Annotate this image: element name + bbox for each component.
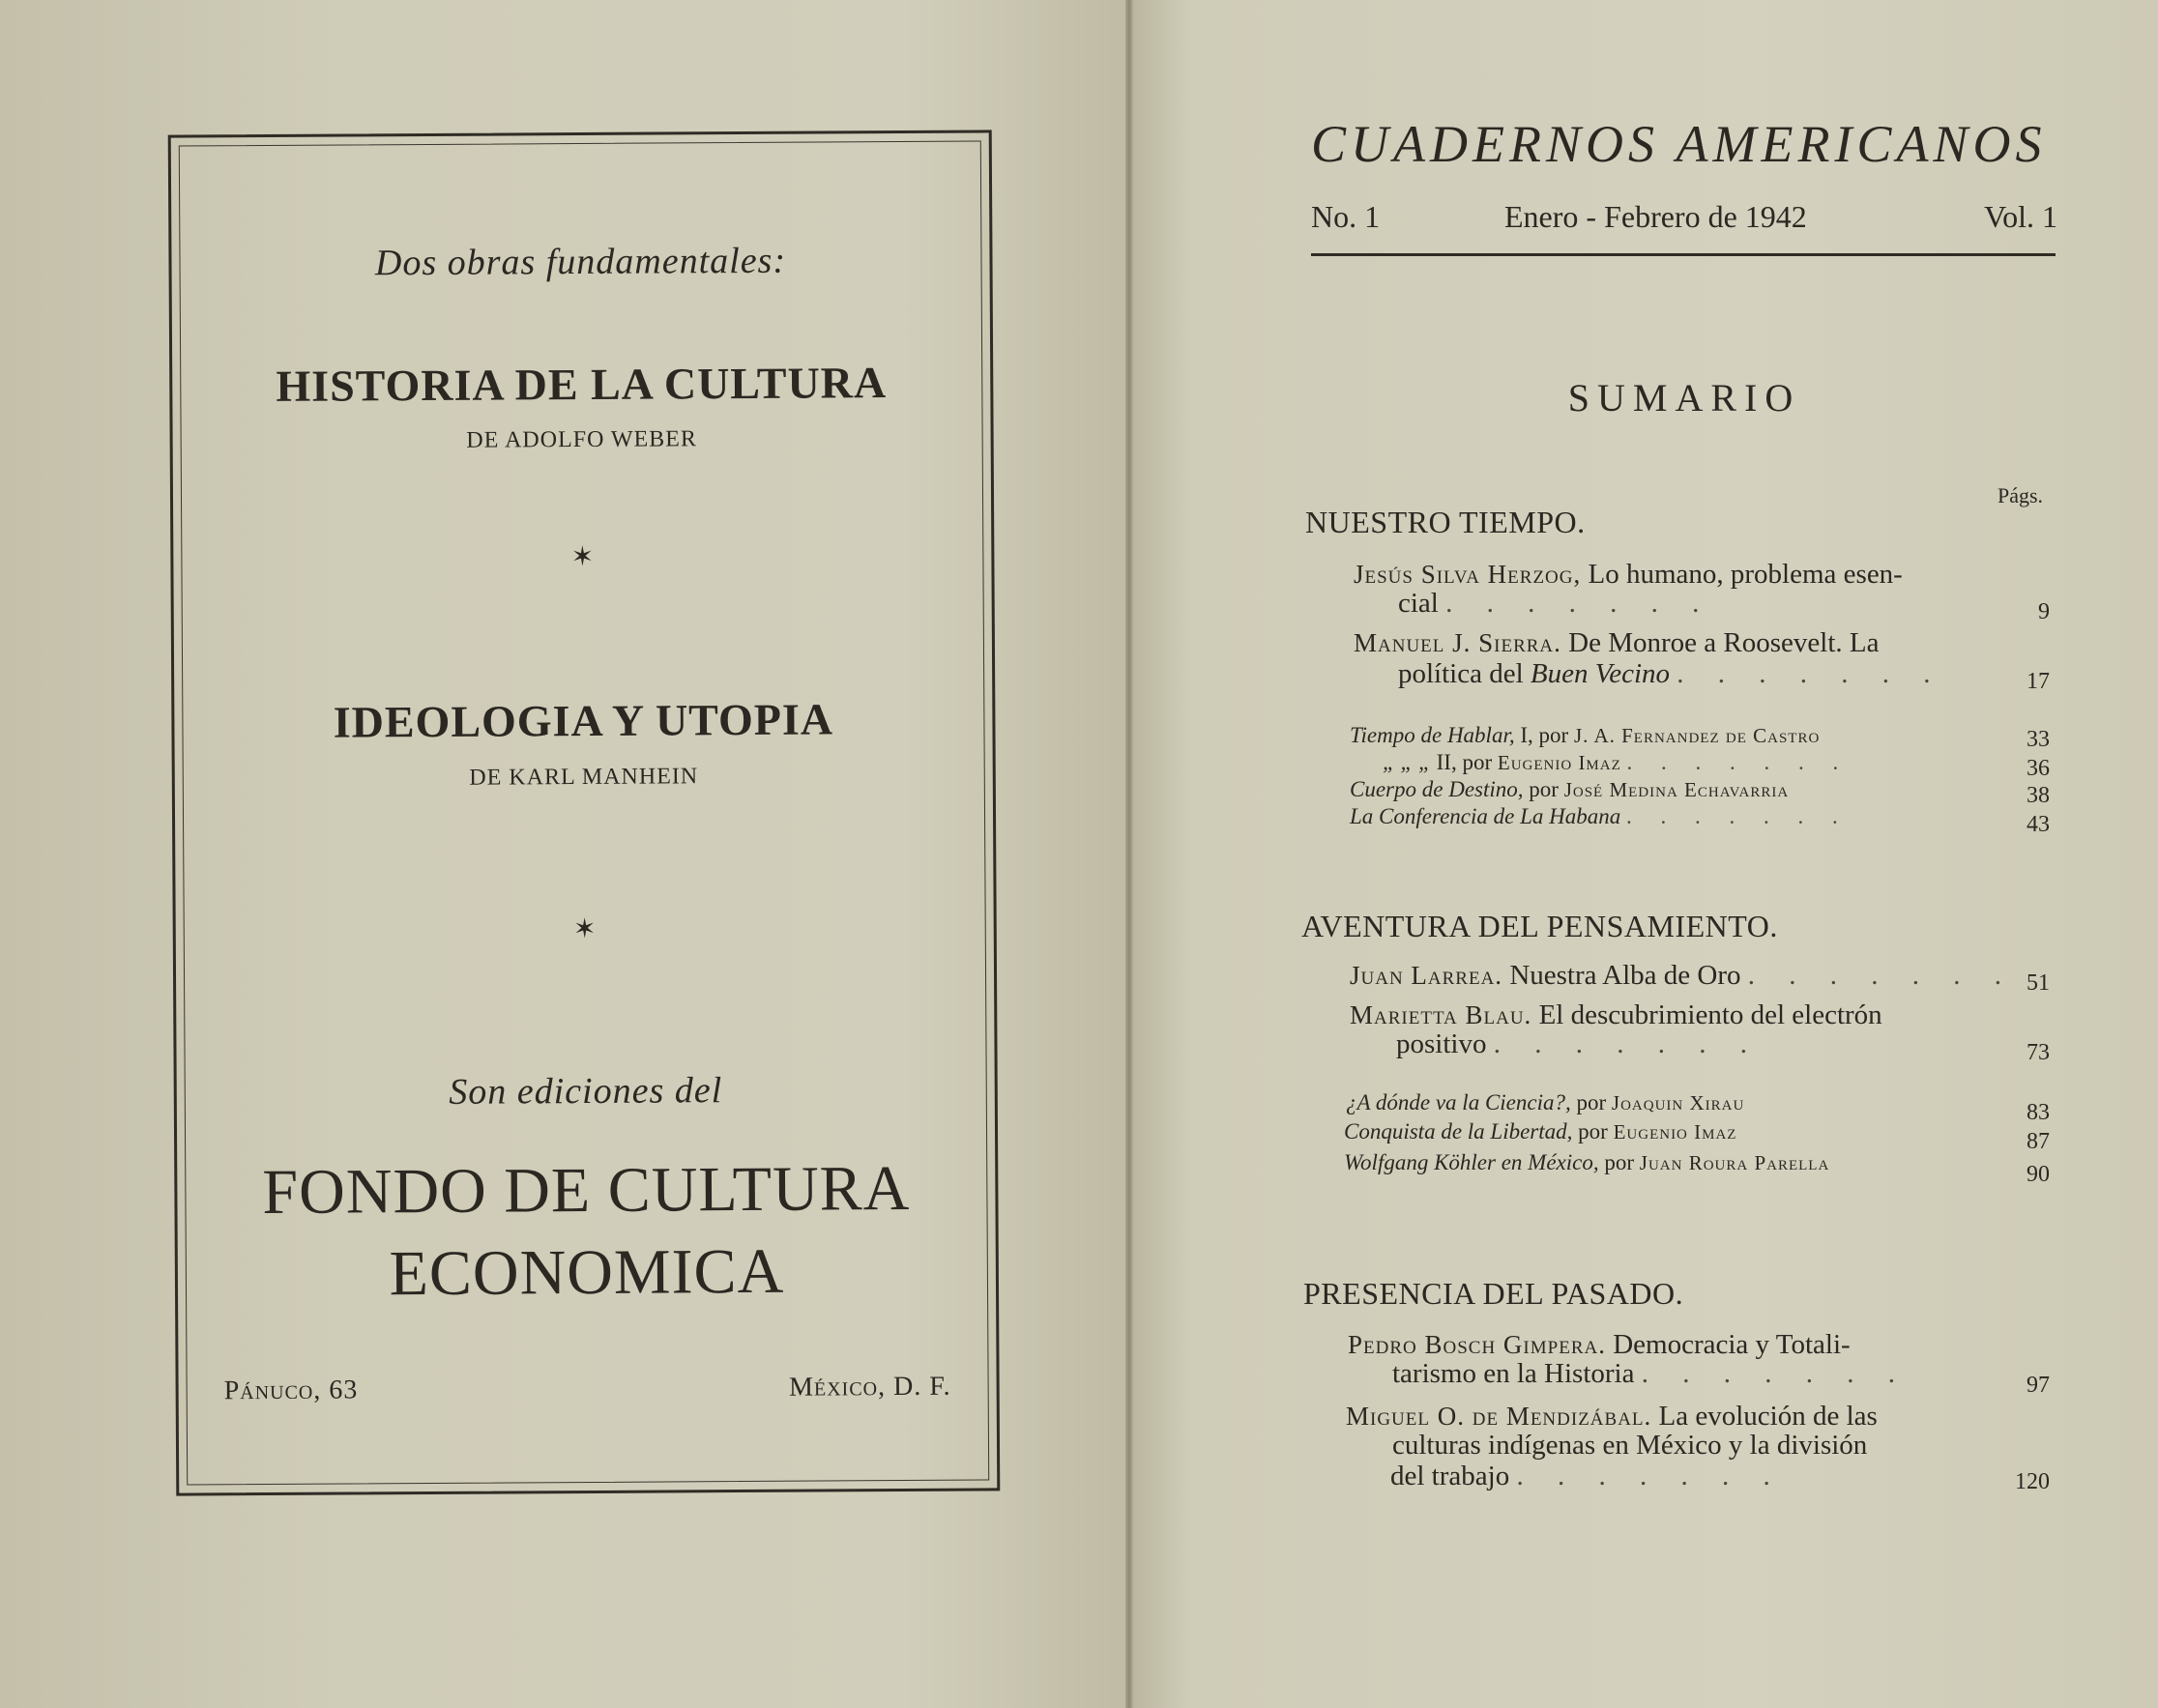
entry-title-cont: tarismo en la Historia (1392, 1358, 1635, 1389)
entry-title-cont: culturas indígenas en México y la división (1392, 1430, 1868, 1461)
page-number: 51 (2027, 970, 2050, 996)
subentry-by: por (1456, 750, 1498, 774)
entry-title: La evolución de las (1658, 1401, 1878, 1432)
toc-subentry (1346, 1090, 1744, 1115)
page-number: 38 (2027, 783, 2050, 808)
entry-title: De Monroe a Roosevelt. La (1568, 627, 1880, 658)
entry-title-cont: cial (1398, 588, 1439, 619)
advertisement-inner-frame (179, 140, 989, 1485)
subentry-title: Tiempo de Hablar, (1350, 723, 1515, 747)
subentry-author: Eugenio Imaz (1613, 1120, 1737, 1143)
entry-author: Juan Larrea. (1350, 961, 1503, 990)
issue-info (1311, 199, 2057, 238)
page-number: 90 (2027, 1162, 2050, 1187)
address-street: Pánuco, 63 (223, 1375, 359, 1406)
publisher-line1: FONDO DE CULTURA (262, 1152, 911, 1229)
page-number: 43 (2027, 812, 2050, 837)
subentry-title: Conquista de la Libertad, (1344, 1119, 1573, 1143)
subentry-by: por (1523, 777, 1564, 801)
toc-entry-continuation (1390, 1460, 1784, 1492)
page-number: 83 (2027, 1100, 2050, 1125)
masthead-rule (1311, 253, 2056, 256)
toc-entry-continuation (1398, 587, 1712, 620)
leader-dots: . . . . . . . (1626, 750, 1851, 774)
entry-author: Manuel J. Sierra. (1354, 628, 1561, 657)
toc-entry-continuation (1398, 657, 1944, 690)
leader-dots: . . . . . . . (1493, 1028, 1761, 1059)
toc-entry (1354, 558, 1903, 591)
book1-title: HISTORIA DE LA CULTURA (276, 358, 888, 411)
page-number: 97 (2027, 1373, 2050, 1398)
page-number: 87 (2027, 1129, 2050, 1154)
toc-subentry (1383, 750, 1850, 775)
star-ornament-icon: ✶ (572, 913, 597, 945)
toc-entry (1348, 1328, 1851, 1361)
address-city: México, D. F. (788, 1371, 951, 1403)
leader-dots: . . . . . . . (1516, 1461, 1784, 1491)
section-title: NUESTRO TIEMPO. (1305, 505, 1586, 539)
entry-author: Jesús Silva Herzog, (1354, 560, 1582, 589)
toc-entry (1346, 1400, 1878, 1433)
toc-entry-continuation (1392, 1357, 1909, 1390)
contents-heading: SUMARIO (1567, 376, 1801, 420)
page-number: 9 (2038, 599, 2050, 624)
page-number: 33 (2027, 727, 2050, 752)
ad-intro: Dos obras fundamentales: (374, 240, 787, 284)
subentry-by: por (1598, 1150, 1640, 1174)
pages-label: Págs. (1998, 483, 2044, 507)
leader-dots: . . . . . . . (1445, 588, 1713, 619)
subentry-by: por (1572, 1119, 1614, 1143)
toc-subentry (1350, 804, 1850, 829)
toc-subentry (1344, 1150, 1829, 1175)
star-ornament-icon: ✶ (570, 541, 595, 573)
toc-entry (1350, 959, 2015, 992)
leader-dots: . . . . . . . (1641, 1358, 1909, 1389)
entry-author: Pedro Bosch Gimpera. (1348, 1330, 1606, 1359)
page-number: 120 (2015, 1469, 2050, 1494)
toc-subentry (1344, 1119, 1736, 1144)
toc-subentry (1350, 723, 1820, 748)
section-title: AVENTURA DEL PENSAMIENTO. (1301, 909, 1778, 943)
entry-author: Marietta Blau. (1350, 1000, 1532, 1029)
ad-editions: Son ediciones del (449, 1070, 723, 1113)
entry-title-cont: política del (1398, 658, 1531, 689)
subentry-author: Eugenio Imaz (1497, 751, 1621, 774)
book2-title: IDEOLOGIA Y UTOPIA (333, 694, 834, 747)
entry-title-cont: del trabajo (1390, 1461, 1510, 1491)
subentry-author: José Medina Echavarria (1563, 778, 1790, 801)
section-title: PRESENCIA DEL PASADO. (1303, 1276, 1684, 1311)
subentry-by: por (1570, 1090, 1612, 1115)
leader-dots: . . . . . . . (1677, 658, 1944, 689)
subentry-author: Joaquin Xirau (1611, 1091, 1745, 1115)
subentry-part: I, (1514, 723, 1533, 747)
entry-title: Nuestra Alba de Oro (1509, 960, 1741, 991)
entry-title: Democracia y Totali- (1613, 1329, 1851, 1360)
advertisement-frame (168, 130, 1001, 1495)
publisher-line2: ECONOMICA (389, 1235, 785, 1310)
issue-number: No. 1 (1311, 199, 1381, 234)
entry-title-italic: Buen Vecino (1530, 658, 1671, 689)
leader-dots: . . . . . . . (1626, 804, 1850, 828)
toc-entry (1354, 626, 1879, 659)
toc-entry (1350, 999, 1882, 1031)
subentry-title: Cuerpo de Destino, (1350, 777, 1524, 801)
toc-entry-continuation (1392, 1429, 1867, 1462)
subentry-author: J. A. Fernandez de Castro (1573, 724, 1821, 747)
toc-subentry (1350, 777, 1789, 802)
subentry-title: Wolfgang Köhler en México, (1344, 1150, 1599, 1174)
toc-entry-continuation (1396, 1028, 1761, 1060)
page-number: 73 (2027, 1040, 2050, 1065)
subentry-part: II, (1430, 750, 1457, 774)
page-number: 17 (2027, 669, 2050, 694)
issue-volume: Vol. 1 (1984, 199, 2057, 234)
book-gutter (1125, 0, 1133, 1708)
subentry-title: La Conferencia de La Habana (1350, 804, 1621, 828)
leader-dots: . . . . . . . (1747, 960, 2015, 991)
entry-title: El descubrimiento del electrón (1538, 999, 1882, 1030)
entry-title: Lo humano, problema esen- (1588, 559, 1903, 590)
subentry-author: Juan Roura Parella (1639, 1151, 1830, 1174)
page-number: 36 (2027, 756, 2050, 781)
entry-author: Miguel O. de Mendizábal. (1346, 1402, 1652, 1431)
journal-title: CUADERNOS AMERICANOS (1311, 115, 2047, 173)
book1-author: DE ADOLFO WEBER (466, 426, 698, 453)
issue-date: Enero - Febrero de 1942 (1504, 199, 1807, 234)
entry-title-cont: positivo (1396, 1028, 1487, 1059)
subentry-by: por (1532, 723, 1574, 747)
subentry-ditto: „ „ „ (1383, 750, 1431, 774)
subentry-title: ¿A dónde va la Ciencia?, (1346, 1090, 1571, 1115)
book2-author: DE KARL MANHEIN (469, 764, 699, 791)
